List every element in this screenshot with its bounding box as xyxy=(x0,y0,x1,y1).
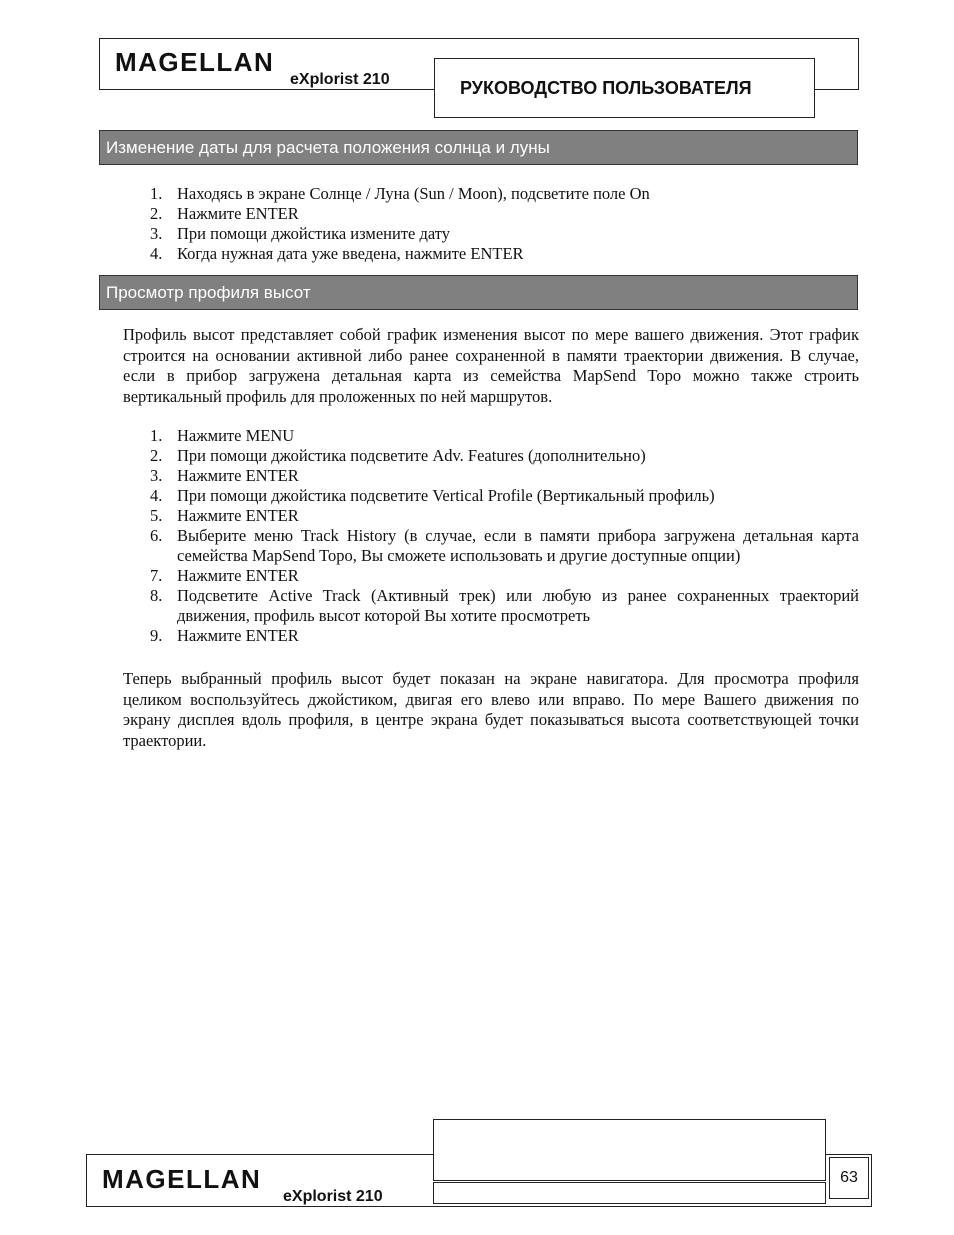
footer-model-name: eXplorist 210 xyxy=(283,1188,383,1205)
section-title-sun-moon-date: Изменение даты для расчета положения солнца и луны xyxy=(99,130,858,165)
list-item: 3. Нажмите ENTER xyxy=(150,466,299,485)
list-item: 2. Нажмите ENTER xyxy=(150,204,299,223)
list-item: 4. Когда нужная дата уже введена, нажмите ENTER xyxy=(150,244,524,263)
header-guide-title: РУКОВОДСТВО ПОЛЬЗОВАТЕЛЯ xyxy=(434,58,815,118)
footer-blank-strip xyxy=(433,1182,826,1204)
list-item: 3. При помощи джойстика измените дату xyxy=(150,224,451,243)
page-number: 63 xyxy=(829,1157,869,1199)
footer-brand-logo: MAGELLAN xyxy=(102,1164,262,1194)
section2-outro-paragraph: Теперь выбранный профиль высот будет показан на экране навигатора. Для просмотра профиля целиком воспользуйтесь джойстиком, двигая его влево или вправо. По мере Вашего движения по экрану дисплея вдоль профиля, в центре экрана будет показываться высота соответствующей точки траектории. xyxy=(123,669,859,750)
section2-intro-paragraph: Профиль высот представляет собой график изменения высот по мере вашего движения. Этот график строится на основании активной либо ранее сохраненной в памяти траектории движения. В случае, если в прибор загружена детальная карта из семейства MapSend Topo можно также строить вертикальный профиль для проложенных по ней маршрутов. xyxy=(123,325,859,406)
list-item: 2. При помощи джойстика подсветите Adv. Features (дополнительно) xyxy=(150,446,646,465)
list-item: 7. Нажмите ENTER xyxy=(150,566,299,585)
header-brand-logo: MAGELLAN xyxy=(115,47,275,77)
list-item: 9. Нажмите ENTER xyxy=(150,626,299,645)
list-item: 4. При помощи джойстика подсветите Vertical Profile (Вертикальный профиль) xyxy=(150,486,715,505)
list-item: 5. Нажмите ENTER xyxy=(150,506,299,525)
list-item: 1. Нажмите MENU xyxy=(150,426,295,445)
header-model-name: eXplorist 210 xyxy=(290,71,390,88)
list-item: 1. Находясь в экране Солнце / Луна (Sun / Moon), подсветите поле On xyxy=(150,184,650,203)
list-item: 8. Подсветите Active Track (Активный трек) или любую из ранее сохраненных траекторий движения, профиль высот которой Вы хотите просмотреть xyxy=(150,586,859,625)
section1-steps-list xyxy=(150,184,860,264)
section2-steps-list xyxy=(150,426,859,646)
list-item: 6. Выберите меню Track History (в случае, если в памяти прибора загружена детальная карта семейства MapSend Topo, Вы сможете использовать и другие доступные опции) xyxy=(150,526,859,565)
section-title-elevation-profile: Просмотр профиля высот xyxy=(99,275,858,310)
footer-blank-box xyxy=(433,1119,826,1181)
